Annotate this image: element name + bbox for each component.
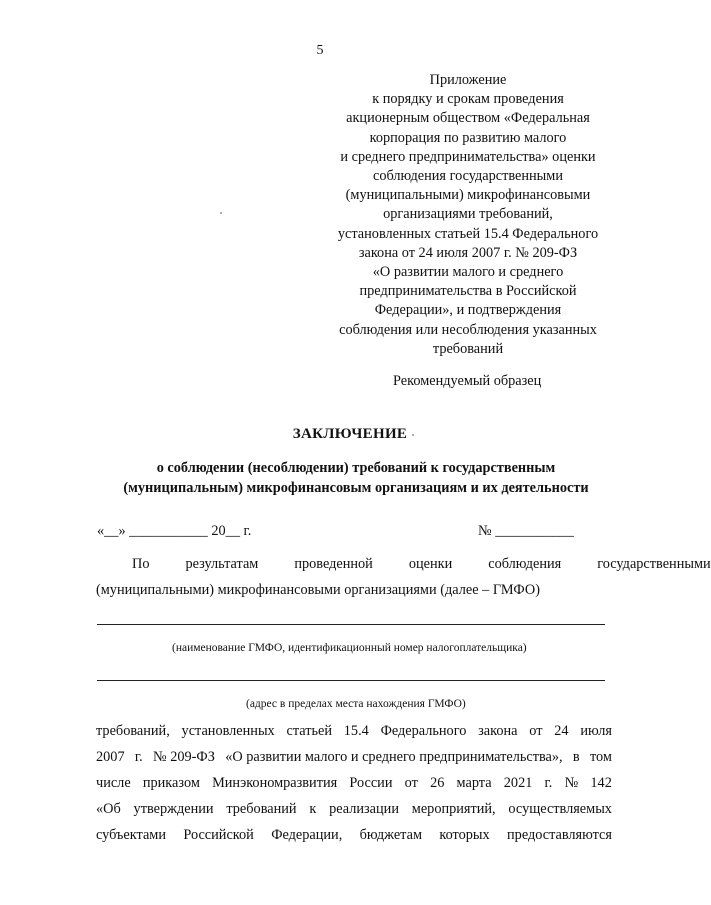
word: По xyxy=(132,556,150,572)
body-paragraph xyxy=(96,718,612,848)
word: июля xyxy=(580,723,612,739)
scan-speck xyxy=(220,212,222,214)
appendix-header xyxy=(318,71,618,359)
word: осуществляемых xyxy=(508,801,612,817)
word: требований, xyxy=(96,723,170,739)
word: приказом xyxy=(142,775,200,791)
appendix-line: Приложение xyxy=(429,72,507,88)
word: государственными xyxy=(597,556,711,572)
subtitle-line: о соблюдении (несоблюдении) требований к государственным xyxy=(156,460,556,476)
word: статьей xyxy=(286,723,332,739)
word: Минэкономразвития xyxy=(212,775,338,791)
word: 142 xyxy=(590,775,612,791)
intro-line-1 xyxy=(96,551,711,577)
address-blank-line xyxy=(97,680,605,681)
word: проведенной xyxy=(294,556,373,572)
body-line xyxy=(96,770,612,796)
word: Федерального xyxy=(380,723,467,739)
word: «О развитии малого и среднего предпринимательства», xyxy=(225,749,563,765)
word: оценки xyxy=(408,556,453,572)
name-caption: (наименование ГМФО, идентификационный номер налогоплательщика) xyxy=(172,642,527,654)
word: утверждении xyxy=(133,801,214,817)
sample-label: Рекомендуемый образец xyxy=(393,373,542,389)
word: числе xyxy=(96,775,131,791)
appendix-line: требований xyxy=(432,340,504,357)
body-line xyxy=(96,718,612,744)
subtitle-line: (муниципальным) микрофинансовым организациям и их деятельности xyxy=(123,479,589,496)
word: г. xyxy=(544,775,553,791)
appendix-line: (муниципальными) микрофинансовыми xyxy=(345,187,591,204)
appendix-line: соблюдения государственными xyxy=(373,168,563,185)
appendix-line: акционерным обществом «Федеральная xyxy=(346,110,590,127)
intro-paragraph xyxy=(96,551,711,603)
appendix-line: корпорация по развитию малого xyxy=(369,129,567,146)
body-line xyxy=(96,796,612,822)
word: бюджетам xyxy=(359,827,422,843)
word: 15.4 xyxy=(343,723,369,739)
word: 24 xyxy=(554,723,569,739)
word: марта xyxy=(456,775,492,791)
body-line xyxy=(96,744,612,770)
appendix-line: Федерации», и подтверждения xyxy=(374,302,562,319)
word: России xyxy=(349,775,393,791)
word: к xyxy=(309,801,317,817)
appendix-line: и среднего предпринимательства» оценки xyxy=(340,148,596,165)
appendix-line: к порядку и срокам проведения xyxy=(372,91,564,108)
word: требований xyxy=(226,801,297,817)
word: мероприятий, xyxy=(411,801,496,817)
appendix-line: организациями требований, xyxy=(383,206,553,223)
word: 26 xyxy=(430,775,445,791)
body-line xyxy=(96,822,612,848)
word: в xyxy=(572,749,580,765)
appendix-line: закона от 24 июля 2007 г. № 209-ФЗ xyxy=(358,244,578,261)
word: том xyxy=(589,749,612,765)
document-subtitle xyxy=(96,459,616,498)
word: 2021 xyxy=(503,775,533,791)
appendix-line: предпринимательства в Российской xyxy=(359,283,577,300)
word: «Об xyxy=(96,801,121,817)
word: закона xyxy=(478,723,518,739)
word: которых xyxy=(439,827,490,843)
word: предоставляются xyxy=(507,827,612,843)
document-title: ЗАКЛЮЧЕНИЕ xyxy=(292,426,408,442)
word: Федерации, xyxy=(271,827,343,843)
word: от xyxy=(404,775,418,791)
address-caption: (адрес в пределах места нахождения ГМФО) xyxy=(246,698,466,710)
intro-line-2: (муниципальными) микрофинансовыми организациями (далее – ГМФО) xyxy=(96,582,540,598)
word: Российской xyxy=(183,827,254,843)
appendix-line: установленных статьей 15.4 Федерального xyxy=(337,225,599,242)
appendix-line: «О развитии малого и среднего xyxy=(372,264,564,281)
scan-speck xyxy=(412,434,414,436)
word: № xyxy=(564,775,579,791)
word: № 209-ФЗ xyxy=(153,749,215,765)
date-field: «__» ___________ 20__ г. xyxy=(97,523,252,539)
word: соблюдения xyxy=(488,556,562,572)
word: субъектами xyxy=(96,827,166,843)
word: реализации xyxy=(329,801,399,817)
word: 2007 xyxy=(96,749,125,765)
appendix-line: соблюдения или несоблюдения указанных xyxy=(339,321,597,338)
word: установленных xyxy=(181,723,275,739)
word: результатам xyxy=(185,556,259,572)
word: от xyxy=(529,723,543,739)
word: г. xyxy=(134,749,143,765)
page-number: 5 xyxy=(316,43,324,58)
name-blank-line xyxy=(97,624,605,625)
number-field: № ___________ xyxy=(478,523,574,539)
